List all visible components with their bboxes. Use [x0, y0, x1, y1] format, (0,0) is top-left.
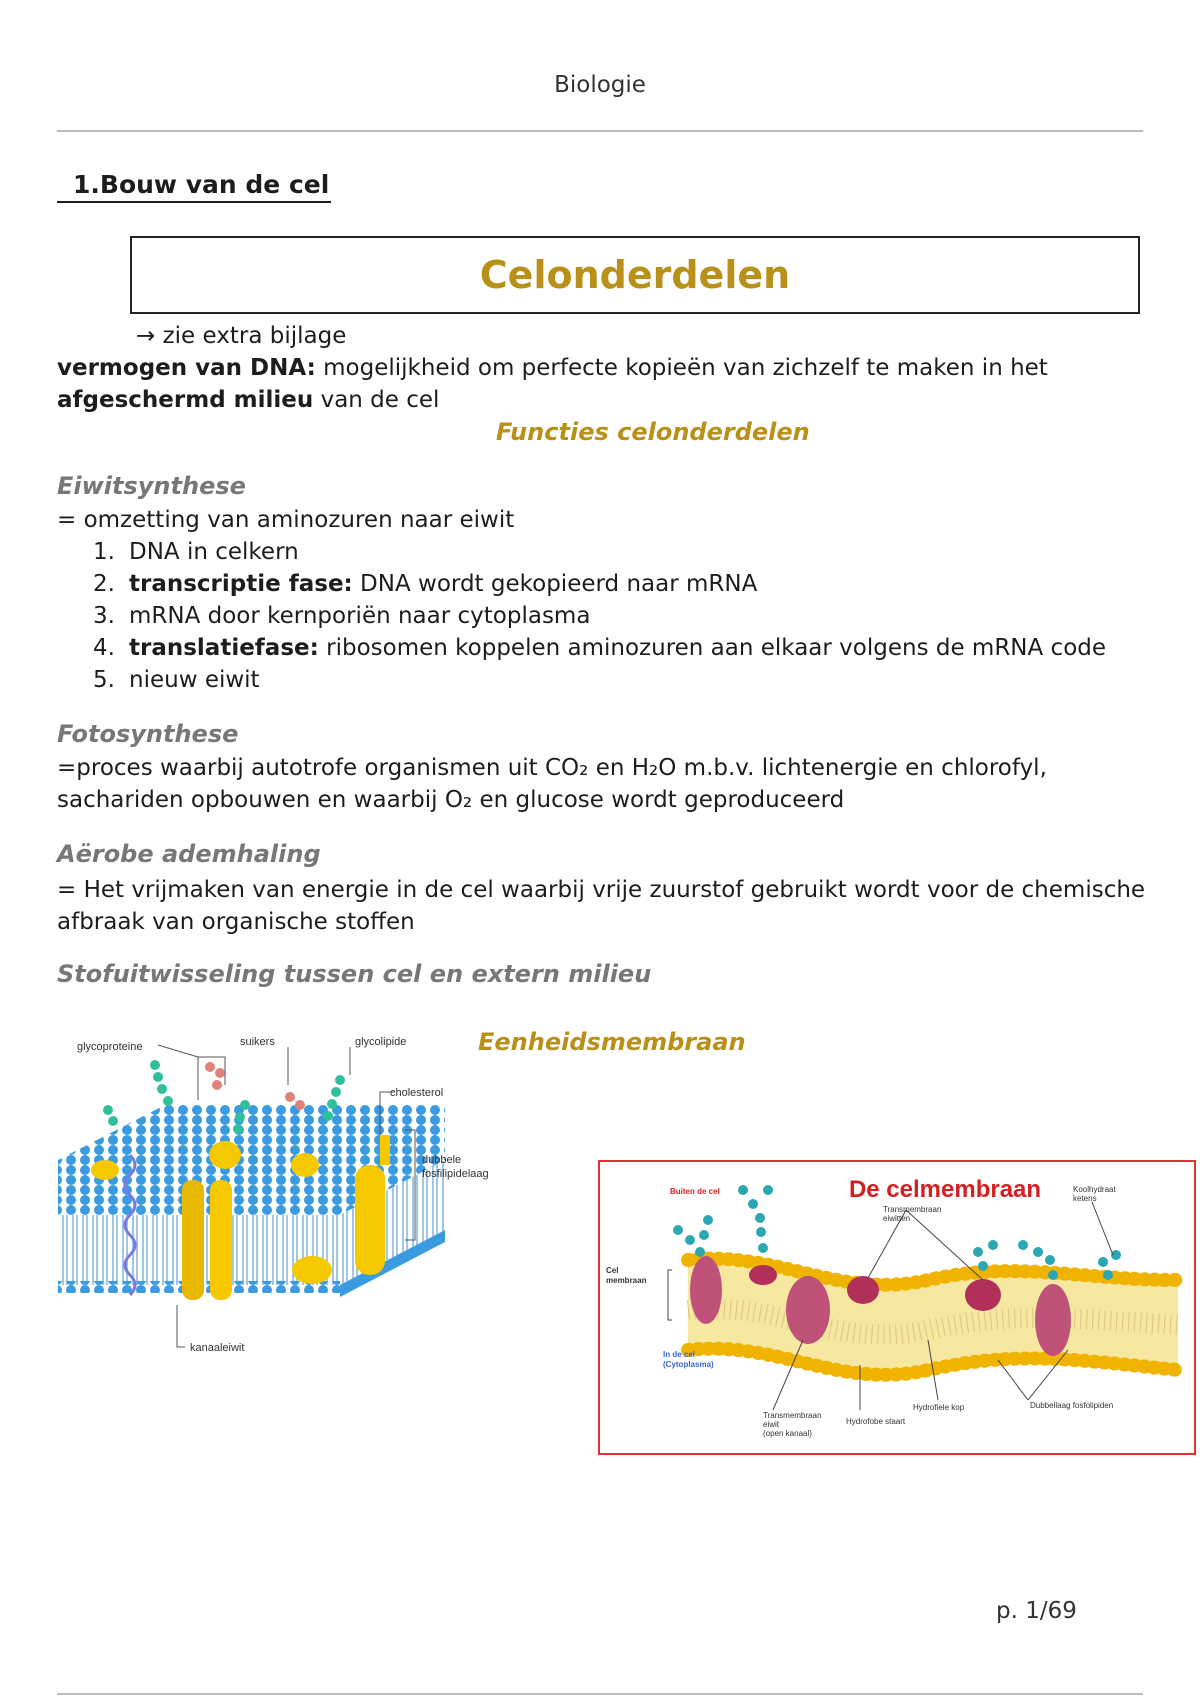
celmembraan-figure — [598, 1160, 1196, 1455]
section-title: 1.Bouw van de cel — [57, 170, 331, 203]
label-glycoproteine: glycoproteine — [77, 1041, 143, 1053]
label-in-de-cel: In de cel — [663, 1350, 696, 1359]
label-eiwit: eiwit — [763, 1420, 780, 1429]
label-hydrofiele: Hydrofiele kop — [913, 1403, 965, 1412]
label-cytoplasma: (Cytoplasma) — [663, 1360, 714, 1369]
footer-divider — [57, 1693, 1143, 1695]
page-number: p. 1/69 — [996, 1598, 1077, 1624]
fotosynthese-definition: =proces waarbij autotrofe organismen uit CO₂ en H₂O m.b.v. lichtenergie en chlorofyl, sachariden opbouwen en waarbij O₂ en glucose wordt geproduceerd — [57, 755, 1047, 813]
label-suikers: suikers — [240, 1036, 275, 1048]
stofuitwisseling-heading: Stofuitwisseling tussen cel en extern milieu — [57, 960, 652, 988]
eiwitsynthese-definition: = omzetting van aminozuren naar eiwit — [57, 507, 515, 533]
list-item: 3. mRNA door kernporiën naar cytoplasma — [93, 603, 591, 629]
label-transmembraan-2: Transmembraan — [763, 1411, 822, 1420]
figure-title: De celmembraan — [848, 1176, 1042, 1203]
label-buiten: Buiten de cel — [670, 1187, 720, 1196]
dna-text-1: mogelijkheid om perfecte kopieën van zichzelf te maken in het — [315, 355, 1048, 381]
title-box: Celonderdelen — [130, 236, 1140, 314]
label-kanaaleiwit: kanaaleiwit — [190, 1342, 245, 1354]
attachment-note: → zie extra bijlage — [136, 323, 347, 349]
transmembrane-protein — [355, 1165, 385, 1275]
label-koolhydraat: Koolhydraat — [1073, 1185, 1116, 1194]
page-header: Biologie — [554, 72, 646, 98]
label-transmembraan-eiwitten-1: Transmembraan — [883, 1205, 942, 1214]
label-hydrofobe: Hydrofobe staart — [846, 1417, 906, 1426]
label-ketens: ketens — [1073, 1194, 1097, 1203]
label-cholesterol: cholesterol — [390, 1087, 444, 1099]
label-dubbele: dubbele — [422, 1154, 462, 1166]
list-item: 2. transcriptie fase: DNA wordt gekopieerd naar mRNA — [93, 571, 758, 597]
header-divider — [57, 130, 1143, 132]
dna-text-2: van de cel — [313, 387, 440, 413]
list-item: 4. translatiefase: ribosomen koppelen aminozuren aan elkaar volgens de mRNA code — [93, 635, 1107, 661]
eiwitsynthese-heading: Eiwitsynthese — [57, 472, 246, 500]
dna-paragraph — [57, 352, 1147, 416]
dna-term: vermogen van DNA: — [57, 355, 316, 381]
label-dubbellaag: Dubbellaag fosfolipiden — [1030, 1401, 1114, 1410]
label-membraan: membraan — [606, 1276, 647, 1285]
aerobe-heading: Aërobe ademhaling — [57, 840, 321, 868]
membrane-heading: Eenheidsmembraan — [478, 1028, 746, 1056]
label-cel: Cel — [606, 1266, 619, 1275]
label-eiwitten: eiwitten — [883, 1214, 911, 1223]
membrane-3d-figure — [50, 1036, 550, 1365]
list-item: 1. DNA in celkern — [93, 539, 299, 565]
eiwitsynthese-steps — [57, 536, 1106, 696]
label-glycolipide: glycolipide — [355, 1036, 407, 1048]
list-item: 5. nieuw eiwit — [93, 667, 260, 693]
dna-bold-term: afgeschermd milieu — [57, 387, 314, 413]
protein-left — [690, 1256, 722, 1324]
label-fosfolipidelaag: fosfilipidelaag — [422, 1168, 489, 1180]
functions-heading: Functies celonderdelen — [496, 418, 810, 446]
channel-protein — [182, 1180, 204, 1300]
protein-channel — [786, 1276, 830, 1344]
fotosynthese-heading: Fotosynthese — [57, 720, 239, 748]
label-open-kanaal: (open kanaal) — [763, 1429, 812, 1438]
aerobe-definition: = Het vrijmaken van energie in de cel waarbij vrije zuurstof gebruikt wordt voor de chemische afbraak van organische stoffen — [57, 877, 1146, 935]
